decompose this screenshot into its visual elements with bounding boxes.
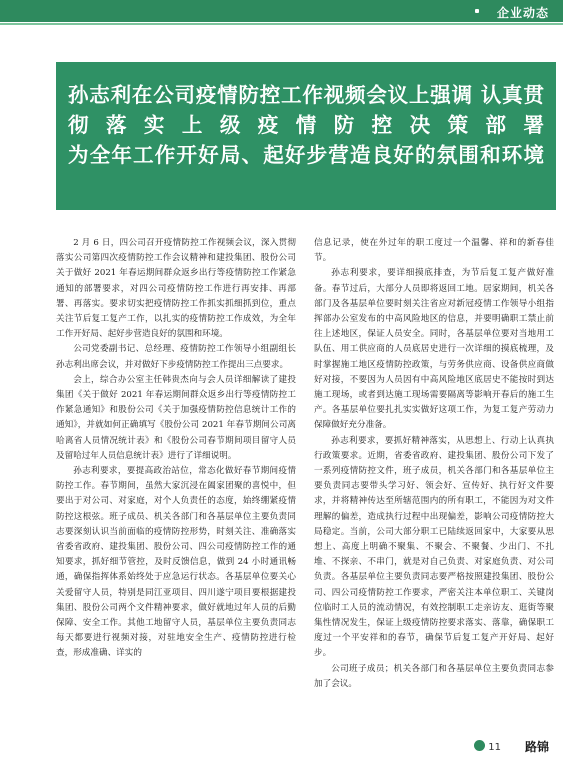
paragraph: 公司党委副书记、总经理、疫情防控工作领导小组副组长孙志利出席会议，并对做好下步疫情防控工作提出三点要求。	[56, 344, 296, 370]
article-body	[56, 236, 556, 736]
section-label: 企业动态	[496, 6, 549, 20]
section-header-band	[0, 0, 563, 22]
headline-line-3: 为全年工作开好局、起好步营造良好的氛围和环境	[68, 143, 544, 167]
paragraph: 会上，综合办公室主任韩贵杰向与会人员详细解读了建投集团《关于做好 2021 年春运期间群众返乡出行等疫情防控工作紧急通知》和股份公司《关于加强疫情防控信息统计工作的通知》，并就如何正确填写《股份公司 2021 年春节期间公司离哈离省人员情况统计表》和《股份公司春节期间项目留守人员及留哈过年人员信息统计表》进行了详细说明。	[56, 374, 296, 461]
headline-box	[56, 62, 556, 210]
paragraph: 孙志利要求，要抓好精神落实，从思想上、行动上认真执行政策要求。近期，省委省政府、建投集团、股份公司下发了一系列疫情防控文件，班子成员，机关各部门和各基层单位主要负责同志要带头学习好、领会好、宣传好、执行好文件要求，并将精神传达至所辖范围内的所有职工，不能因为对文件理解的偏差，造成执行过程中出现偏差，影响公司疫情防控大局稳定。当前，公司大部分职工已陆续返回家中，大家要从思想上、高度上明确不聚集、不聚会、不聚餐、少出门、不扎堆、不探亲、不串门，就是对自己负责、对家庭负责、对公司负责。各基层单位主要负责同志要严格按照建投集团、股份公司、四公司疫情防控工作要求，严密关注本单位职工、关键岗位临时工人员的流动情况，有效控制职工走亲访友、逛街等聚集性情况发生，保证上级疫情防控要求落实、落靠，确保职工度过一个平安祥和的春节，确保节后复工复产开好局、起好步。	[314, 435, 554, 659]
right-column	[314, 236, 554, 692]
paragraph: 2 月 6 日，四公司召开疫情防控工作视频会议，深入贯彻落实公司第四次疫情防控工作会议精神和建投集团、股份公司关于做好 2021 年春运期间群众返乡出行等疫情防控工作紧急通知的部署要求，对四公司疫情防控工作进行再安排、再部署、再落实。要求切实把疫情防控工作抓实抓细抓到位，重点关注节后复工复产工作，以扎实的疫情防控工作成效，为全年工作开好局、起好步营造良好的氛围和环境。	[56, 238, 296, 340]
circle-logo-icon	[474, 740, 485, 751]
page-number	[474, 740, 501, 753]
headline-line-1: 孙志利在公司疫情防控工作视频会议上强调 认真贯	[68, 83, 544, 107]
paragraph: 公司班子成员；机关各部门和各基层单位主要负责同志参加了会议。	[314, 663, 554, 689]
header-divider	[0, 23, 563, 25]
headline-line-2: 彻 落 实 上 级 疫 情 防 控 决 策 部 署	[68, 113, 544, 137]
article-headline	[68, 80, 544, 170]
page-number-text: 11	[488, 742, 501, 753]
paragraph: 信息记录，使在外过年的职工度过一个温馨、祥和的新春佳节。	[314, 238, 554, 264]
square-bullet-icon	[475, 9, 479, 13]
journal-name: 路锦	[524, 740, 549, 754]
left-column	[56, 236, 296, 662]
paragraph: 孙志利要求，要提高政治站位，常态化做好春节期间疫情防控工作。春节期间，虽然大家沉浸在阖家团聚的喜悦中，但要出于对公司、对家庭，对个人负责任的态度，始终绷紧疫情防控这根弦。班子成员、机关各部门和各基层单位主要负责同志要深刻认识当前面临的疫情防控形势，时刻关注、准确落实省委省政府、建投集团、股份公司、四公司疫情防控工作的通知要求，抓好细节管控，及时反馈信息，做到 24 小时通讯畅通，确保指挥体系始终处于应急运行状态。各基层单位要关心关爱留守人员，特别是同江亚项目、四川遂宁项目要根据建投集团、股份公司两个文件精神要求，做好就地过年人员的后勤保障、安全工作。其他工地留守人员，基层单位主要负责同志每天都要进行视频对接，对驻地安全生产、疫情防控进行检查，形成准确、详实的	[56, 466, 296, 659]
paragraph: 孙志利要求，要详细摸底排查，为节后复工复产做好准备。春节过后，大部分人员即将返回工地。居家期间，机关各部门及各基层单位要时刻关注省应对新冠疫情工作领导小组指挥部办公室发布的中高风险地区的信息，并要明确职工禁止前往上述地区，保证人员安全。同时，各基层单位要对当地用工队伍、用工供应商的人员底居史进行一次详细的摸底梳理，及时掌握施工地区疫情防控政策，与劳务供应商、设备供应商做好对接，不要因为人员因有中高风险地区底居史不能按时到达施工现场，或者到达施工现场需要隔离等影响开春后的施工生产。各基层单位要扎扎实实做好这项工作，为复工复产劳动力保障做好充分准备。	[314, 268, 554, 431]
